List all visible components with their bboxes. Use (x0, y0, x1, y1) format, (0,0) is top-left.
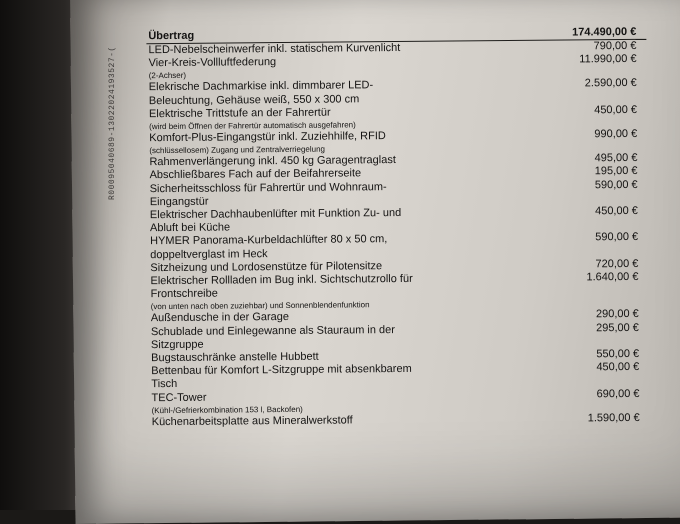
item-description (150, 206, 558, 236)
item-text: Rahmenverlängerung inkl. 450 kg Garagentraglast (149, 154, 396, 169)
item-note: (Kühl-/Gefrierkombination 153 l, Backofen) (151, 404, 303, 416)
item-text: Bugstauschränke anstelle Hubbett (151, 350, 319, 365)
item-text: Vier-Kreis-Vollluftfederung (148, 56, 277, 70)
item-text: Bettenbau für Komfort L-Sitzgruppe mit absenkbarem (151, 363, 412, 378)
item-price: 720,00 € (595, 257, 639, 271)
list-item (148, 271, 648, 313)
item-price: 690,00 € (596, 387, 640, 400)
item-text: Tisch (151, 378, 178, 391)
item-text: Beleuchtung, Gehäuse weiß, 550 x 300 cm (148, 92, 360, 107)
item-price: 590,00 € (595, 231, 639, 244)
item-description (151, 362, 559, 392)
item-description (149, 104, 557, 132)
item-price: 550,00 € (596, 347, 640, 361)
item-text: Sitzheizung und Lordosenstütze für Pilotensitze (150, 259, 383, 275)
item-description (150, 232, 558, 262)
item-text: Frontschreibe (150, 287, 218, 301)
item-text: LED-Nebelscheinwerfer inkl. statischem Kurvenlicht (148, 41, 401, 57)
side-code: R00095040689-13022024193527-( (108, 46, 117, 200)
item-note: (von unten nach oben zuziehbar) und Sonnenblendenfunktion (150, 300, 370, 312)
item-price: 990,00 € (594, 127, 638, 141)
item-price: 450,00 € (596, 361, 640, 374)
item-text: Eingangstür (149, 195, 209, 208)
item-price: 450,00 € (594, 103, 638, 117)
item-description (150, 179, 558, 209)
item-note: (2-Achser) (148, 71, 187, 81)
item-list (146, 40, 649, 429)
item-description (149, 54, 557, 82)
price-list (146, 22, 649, 429)
item-text: Sicherheitsschloss für Fahrertür und Wohnraum- (149, 180, 387, 195)
item-text: doppeltverglast im Heck (150, 247, 268, 261)
item-price: 1.640,00 € (586, 270, 639, 284)
item-text: Elektrischer Dachhaubenlüfter mit Funktion Zu- und (149, 207, 402, 222)
item-text: Komfort-Plus-Eingangstür inkl. Zuziehhilfe, RFID (149, 130, 386, 145)
item-description (150, 272, 558, 313)
item-price: 290,00 € (595, 308, 639, 321)
item-text: HYMER Panorama-Kurbeldachlüfter 80 x 50 cm, (150, 233, 388, 248)
item-text: Elektrische Trittstufe an der Fahrertür (148, 106, 331, 120)
item-price: 295,00 € (596, 321, 639, 334)
item-note: (wird beim Öffnen der Fahrertür automatisch ausgefahren) (149, 120, 356, 132)
item-price: 195,00 € (594, 165, 638, 178)
item-description (149, 129, 557, 157)
item-price: 1.590,00 € (587, 411, 640, 425)
item-text: TEC-Tower (151, 391, 207, 404)
item-price: 495,00 € (594, 152, 638, 165)
carry-over-amount: 174.490,00 € (572, 25, 637, 39)
item-text: Abschließbares Fach auf der Beifahrerseite (149, 167, 362, 182)
item-text: Elekrische Dachmarkise inkl. dimmbarer LED- (148, 79, 374, 94)
item-price: 590,00 € (594, 178, 638, 191)
item-note: (schlüssellosem) Zugang und Zentralverriegelung (149, 144, 326, 156)
item-price: 2.590,00 € (584, 77, 637, 90)
item-text: Abluft bei Küche (149, 221, 231, 235)
item-price: 790,00 € (593, 39, 637, 53)
carry-over-label: Übertrag (148, 29, 195, 43)
item-text: Küchenarbeitsplatte aus Mineralwerkstoff (151, 414, 353, 429)
item-text: Elektrischer Rollladen im Bug inkl. Sichtschutzrollo für (150, 272, 413, 288)
item-description (149, 78, 557, 108)
item-description (151, 322, 559, 352)
item-text: Schublade und Einlegewanne als Stauraum in der (150, 323, 395, 338)
item-price: 450,00 € (595, 204, 638, 218)
item-description (151, 388, 559, 416)
item-text: Sitzgruppe (150, 338, 204, 352)
item-price: 11.990,00 € (579, 53, 637, 66)
item-text: Außendusche in der Garage (150, 311, 290, 325)
